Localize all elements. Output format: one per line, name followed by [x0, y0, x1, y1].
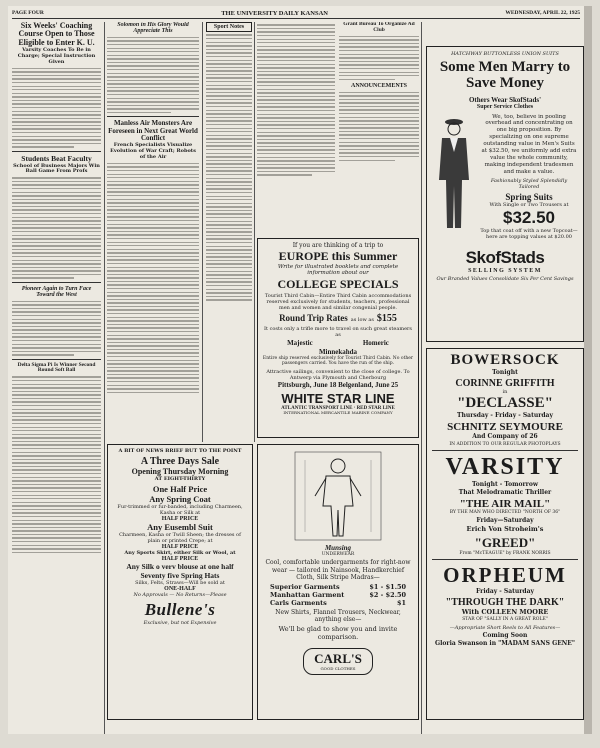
- underwear-illustration: [262, 448, 414, 544]
- article-body: [107, 163, 199, 393]
- ad-intro: If you are thinking of a trip to: [292, 242, 384, 249]
- bowersock-name: BOWERSOCK: [450, 352, 560, 368]
- price-row: [270, 599, 406, 607]
- orpheum-days: Friday - Saturday: [476, 587, 534, 595]
- ship-homeric: Homeric: [362, 339, 389, 347]
- article-body: [107, 37, 199, 114]
- column-rule: [104, 22, 105, 734]
- ad-note: Top that coat off with a new Topcoat—here are topping values at $20.00: [480, 228, 578, 241]
- article-subhead: Varsity Coaches To Be in Charge; Special Instruction Given: [17, 47, 96, 65]
- ad-hats: Seventy five Spring Hats: [140, 570, 220, 580]
- ad-ensemble-note: Charmeen, Kasha or Twill Sheen; the dresses of plain or printed Crepe; at: [119, 531, 241, 544]
- store-logo: SkofStads: [465, 248, 545, 268]
- column-4: [257, 22, 419, 236]
- ad-headline: Some Men Marry to Save Money: [439, 59, 571, 91]
- price-list: [262, 583, 414, 607]
- ships-row: [262, 339, 414, 347]
- skofstad-ad: [426, 46, 584, 342]
- ad-coat: Any Spring Coat: [149, 493, 211, 504]
- issue-date: WEDNESDAY, APRIL 22, 1925: [505, 10, 580, 16]
- orpheum-coming: Coming Soon: [482, 631, 528, 639]
- article-right: [339, 22, 419, 178]
- man-in-underwear-icon: [293, 448, 383, 544]
- ad-spring: Spring Suits: [505, 192, 553, 203]
- column-rule: [421, 22, 422, 734]
- price-label: Superior Garments: [270, 582, 340, 591]
- orpheum-name: ORPHEUM: [443, 562, 567, 587]
- paper-name: THE UNIVERSITY DAILY KANSAN: [221, 9, 328, 17]
- rates-row: [262, 313, 414, 324]
- orpheum-star: With COLLEEN MOORE: [461, 607, 549, 616]
- ad-tourist: Tourist Third Cabin—Entire Third Cabin accommodations reserved exclusively for students, teachers, professional men and women and similar congenial people.: [264, 293, 412, 311]
- article-headline: Sport Notes: [206, 22, 252, 32]
- bowersock-days: Thursday - Friday - Saturday: [457, 411, 553, 419]
- ad-opening: Opening Thursday Morning: [131, 466, 229, 476]
- page-number: PAGE FOUR: [12, 10, 44, 16]
- article-headline: Six Weeks' Coaching Course Open to Those Eligible to Enter K. U.: [18, 22, 95, 47]
- ad-ensemble: Any Eusembl Suit: [147, 521, 213, 532]
- ship-minnekahda: Minnekahda: [318, 348, 358, 356]
- ad-sale: A Three Days Sale: [140, 455, 220, 467]
- price-value: $1 - $1.50: [369, 582, 406, 591]
- article-left: [257, 22, 335, 178]
- ad-others: Others Wear SkofStads': [468, 95, 542, 104]
- rates-amount: $155: [376, 313, 397, 324]
- ad-welcome: We'll be glad to show you and invite comparison.: [278, 625, 398, 642]
- column-rule: [202, 22, 203, 442]
- orpheum-shorts: —Appropriate Short Reels to All Features—: [449, 624, 561, 631]
- line-name-2: ATLANTIC TRANSPORT LINE · RED STAR LINE: [281, 405, 395, 411]
- price-row: [270, 583, 406, 591]
- varsity-tonight: Tonight - Tomorrow: [471, 481, 539, 489]
- article-body: [206, 34, 252, 300]
- ad-shirts: New Shirts, Flannel Trousers, Neckwear, anything else—: [275, 608, 401, 624]
- ad-top: HATCHWAY BUTTONLESS UNION SUITS: [451, 51, 559, 57]
- store-logo-box: [303, 648, 373, 675]
- ship-majestic: Majestic: [287, 339, 313, 347]
- varsity-film: "THE AIR MAIL": [459, 497, 551, 510]
- ad-half-price-2: HALF PRICE: [161, 543, 199, 550]
- bowersock-note: IN ADDITION TO OUR REGULAR PHOTOPLAYS: [449, 441, 561, 447]
- orpheum-note: STAR OF "SALLY IN A GREAT ROLE": [462, 617, 548, 623]
- column-2: [107, 22, 199, 432]
- page-header: [12, 8, 580, 19]
- store-tagline: Exclusive, but not Expensive: [143, 619, 217, 626]
- ad-half-price-3: HALF PRICE: [161, 555, 199, 562]
- store-logo: CARL'S: [314, 650, 362, 666]
- ad-half-price-1: HALF PRICE: [161, 515, 199, 522]
- ad-half: One Half Price: [152, 483, 208, 494]
- price-row: [270, 591, 406, 599]
- price-value: $2 - $2.50: [369, 590, 406, 599]
- varsity-name: VARSITY: [445, 454, 565, 481]
- article-headline: Solomon in His Glory Would Appreciate This: [117, 22, 189, 35]
- ad-extra: With Single or Two Trousers at: [489, 202, 569, 209]
- ad-title: EUROPE this Summer: [278, 249, 398, 263]
- ad-styled: Fashionably Styled Splendidly Tailored: [490, 178, 568, 191]
- price-value: $1: [396, 598, 406, 607]
- brand-sub: UNDERWEAR: [321, 552, 355, 557]
- article-headline: Pioneer Again to Turn Face Toward the West: [21, 285, 92, 299]
- article-headline: Manless Air Monsters Are Foreseen in Next Great World Conflict: [108, 119, 198, 142]
- ad-copy: Cool, comfortable undergarments for right-now wear — tailored in Nainsook, Handkerchief Cloth, Silk Stripe Madras—: [265, 559, 411, 581]
- bowersock-film: "DECLASSE": [457, 394, 553, 411]
- bowersock-tonight: Tonight: [492, 369, 518, 376]
- ad-top: A BIT OF NEWS BRIEF BUT TO THE POINT: [118, 448, 242, 454]
- ad-specials: COLLEGE SPECIALS: [277, 277, 399, 291]
- ad-hats-price: ONE-HALF: [164, 585, 196, 592]
- varsity-days: Friday—Saturday: [476, 517, 534, 525]
- bowersock-in: in: [502, 388, 508, 395]
- rates-label: Round Trip Rates: [279, 313, 348, 323]
- newspaper-page: [8, 6, 592, 734]
- store-sub: GOOD CLOTHES: [320, 665, 356, 671]
- rates-asfar: as low as: [350, 317, 374, 323]
- orpheum-film: "THROUGH THE DARK": [445, 596, 565, 608]
- bowersock-star2: SCHNITZ SEYMOURE: [447, 420, 563, 433]
- varsity-thriller: That Melodramatic Thriller: [458, 488, 552, 496]
- white-star-line-ad: [257, 238, 419, 438]
- column-rule: [254, 22, 255, 442]
- carls-ad: [257, 444, 419, 720]
- ad-skirt: Any Sports Skirt, either Silk or Wool, at: [124, 549, 236, 556]
- article-body: [12, 68, 101, 148]
- store-logo-sub: SELLING SYSTEM: [468, 268, 542, 275]
- article-headline: Grant Bureau To Organize Ad Club: [343, 22, 415, 33]
- line-name-3: INTERNATIONAL MERCANTILE MARINE COMPANY: [283, 409, 393, 415]
- column-1: [12, 22, 101, 734]
- ad-steamers: It costs only a trifle more to travel on such great steamers as: [264, 326, 412, 338]
- orpheum-soon: Gloria Swanson in "MADAM SANS GENE": [435, 639, 575, 647]
- ad-write: Write for illustrated booklets and complete information about our: [277, 264, 399, 276]
- article-body: [12, 301, 101, 356]
- ad-hats-note: Silks, Felts, Straws—Will be sold at: [135, 579, 225, 586]
- article-headline: Students Beat Faculty: [21, 153, 92, 163]
- line-name: WHITE STAR LINE: [281, 390, 395, 406]
- varsity-director: BY THE MAN WHO DIRECTED "NORTH OF 36": [449, 509, 561, 515]
- store-slogan: Our Branded Values Consolidate Six Per Cent Savings: [436, 276, 574, 283]
- price-label: Manhattan Garment: [270, 590, 345, 599]
- varsity-film2: "GREED": [474, 534, 536, 550]
- man-in-suit-icon: [432, 114, 476, 234]
- ad-time: AT EIGHT-THIRTY: [154, 475, 206, 482]
- ad-dates: Pittsburgh, June 18 Belgenland, June 25: [277, 380, 399, 389]
- article-body: [12, 177, 101, 279]
- ad-sailings: Attractive sailings, convenient to the close of college. To Antwerp via Plymouth and Cherbourg: [266, 368, 410, 381]
- ad-service: Super Service Clothes: [476, 103, 534, 110]
- bullenes-ad: [107, 444, 253, 720]
- bowersock-star: CORINNE GRIFFITH: [455, 377, 555, 389]
- ad-fur: Fur-trimmed or fur-banded, including Charmeen, Kasha or Silk at: [117, 503, 243, 516]
- ad-blouse: Any Silk o verv blouse at one half: [126, 561, 234, 571]
- bowersock-company: And Company of 26: [472, 432, 538, 440]
- announcements-heading: ANNOUNCEMENTS: [350, 83, 407, 90]
- ad-copy: We, too, believe in pooling overhead and concentrating on one big proposition. By specializing on one supreme outstanding value in Men's Suits at $32.50, we uniformly add extra value the whole community, making independent tradesmen and make a value.: [481, 113, 577, 175]
- page-edge: [584, 6, 592, 734]
- article-subhead: French Specialists Visualize Evolution of War Craft; Robots of the Air: [110, 142, 196, 160]
- minnekahda-note: Entire ship reserved exclusively for Tourist Third Cabin. No other passengers carried. You have the run of the ship.: [262, 356, 414, 367]
- price-label: Carls Garments: [270, 598, 327, 607]
- brand-name: Munsing: [324, 544, 352, 552]
- article-subhead: School of Business Majors Win Ball Game From Profs: [13, 162, 100, 175]
- ad-approvals: No Approvals — No Returns—Please: [133, 591, 227, 598]
- varsity-from: From "McTEAGUE" by FRANK NORRIS: [459, 550, 551, 556]
- article-headline: Delta Sigma Pi Is Winner Second Round Soft Ball: [17, 361, 96, 374]
- ad-price: $32.50: [503, 208, 555, 228]
- theatre-ad: [426, 348, 584, 720]
- varsity-star: Erich Von Stroheim's: [466, 525, 544, 534]
- article-body: [12, 376, 101, 553]
- column-3: [206, 22, 252, 432]
- store-logo: Bullene's: [144, 599, 216, 619]
